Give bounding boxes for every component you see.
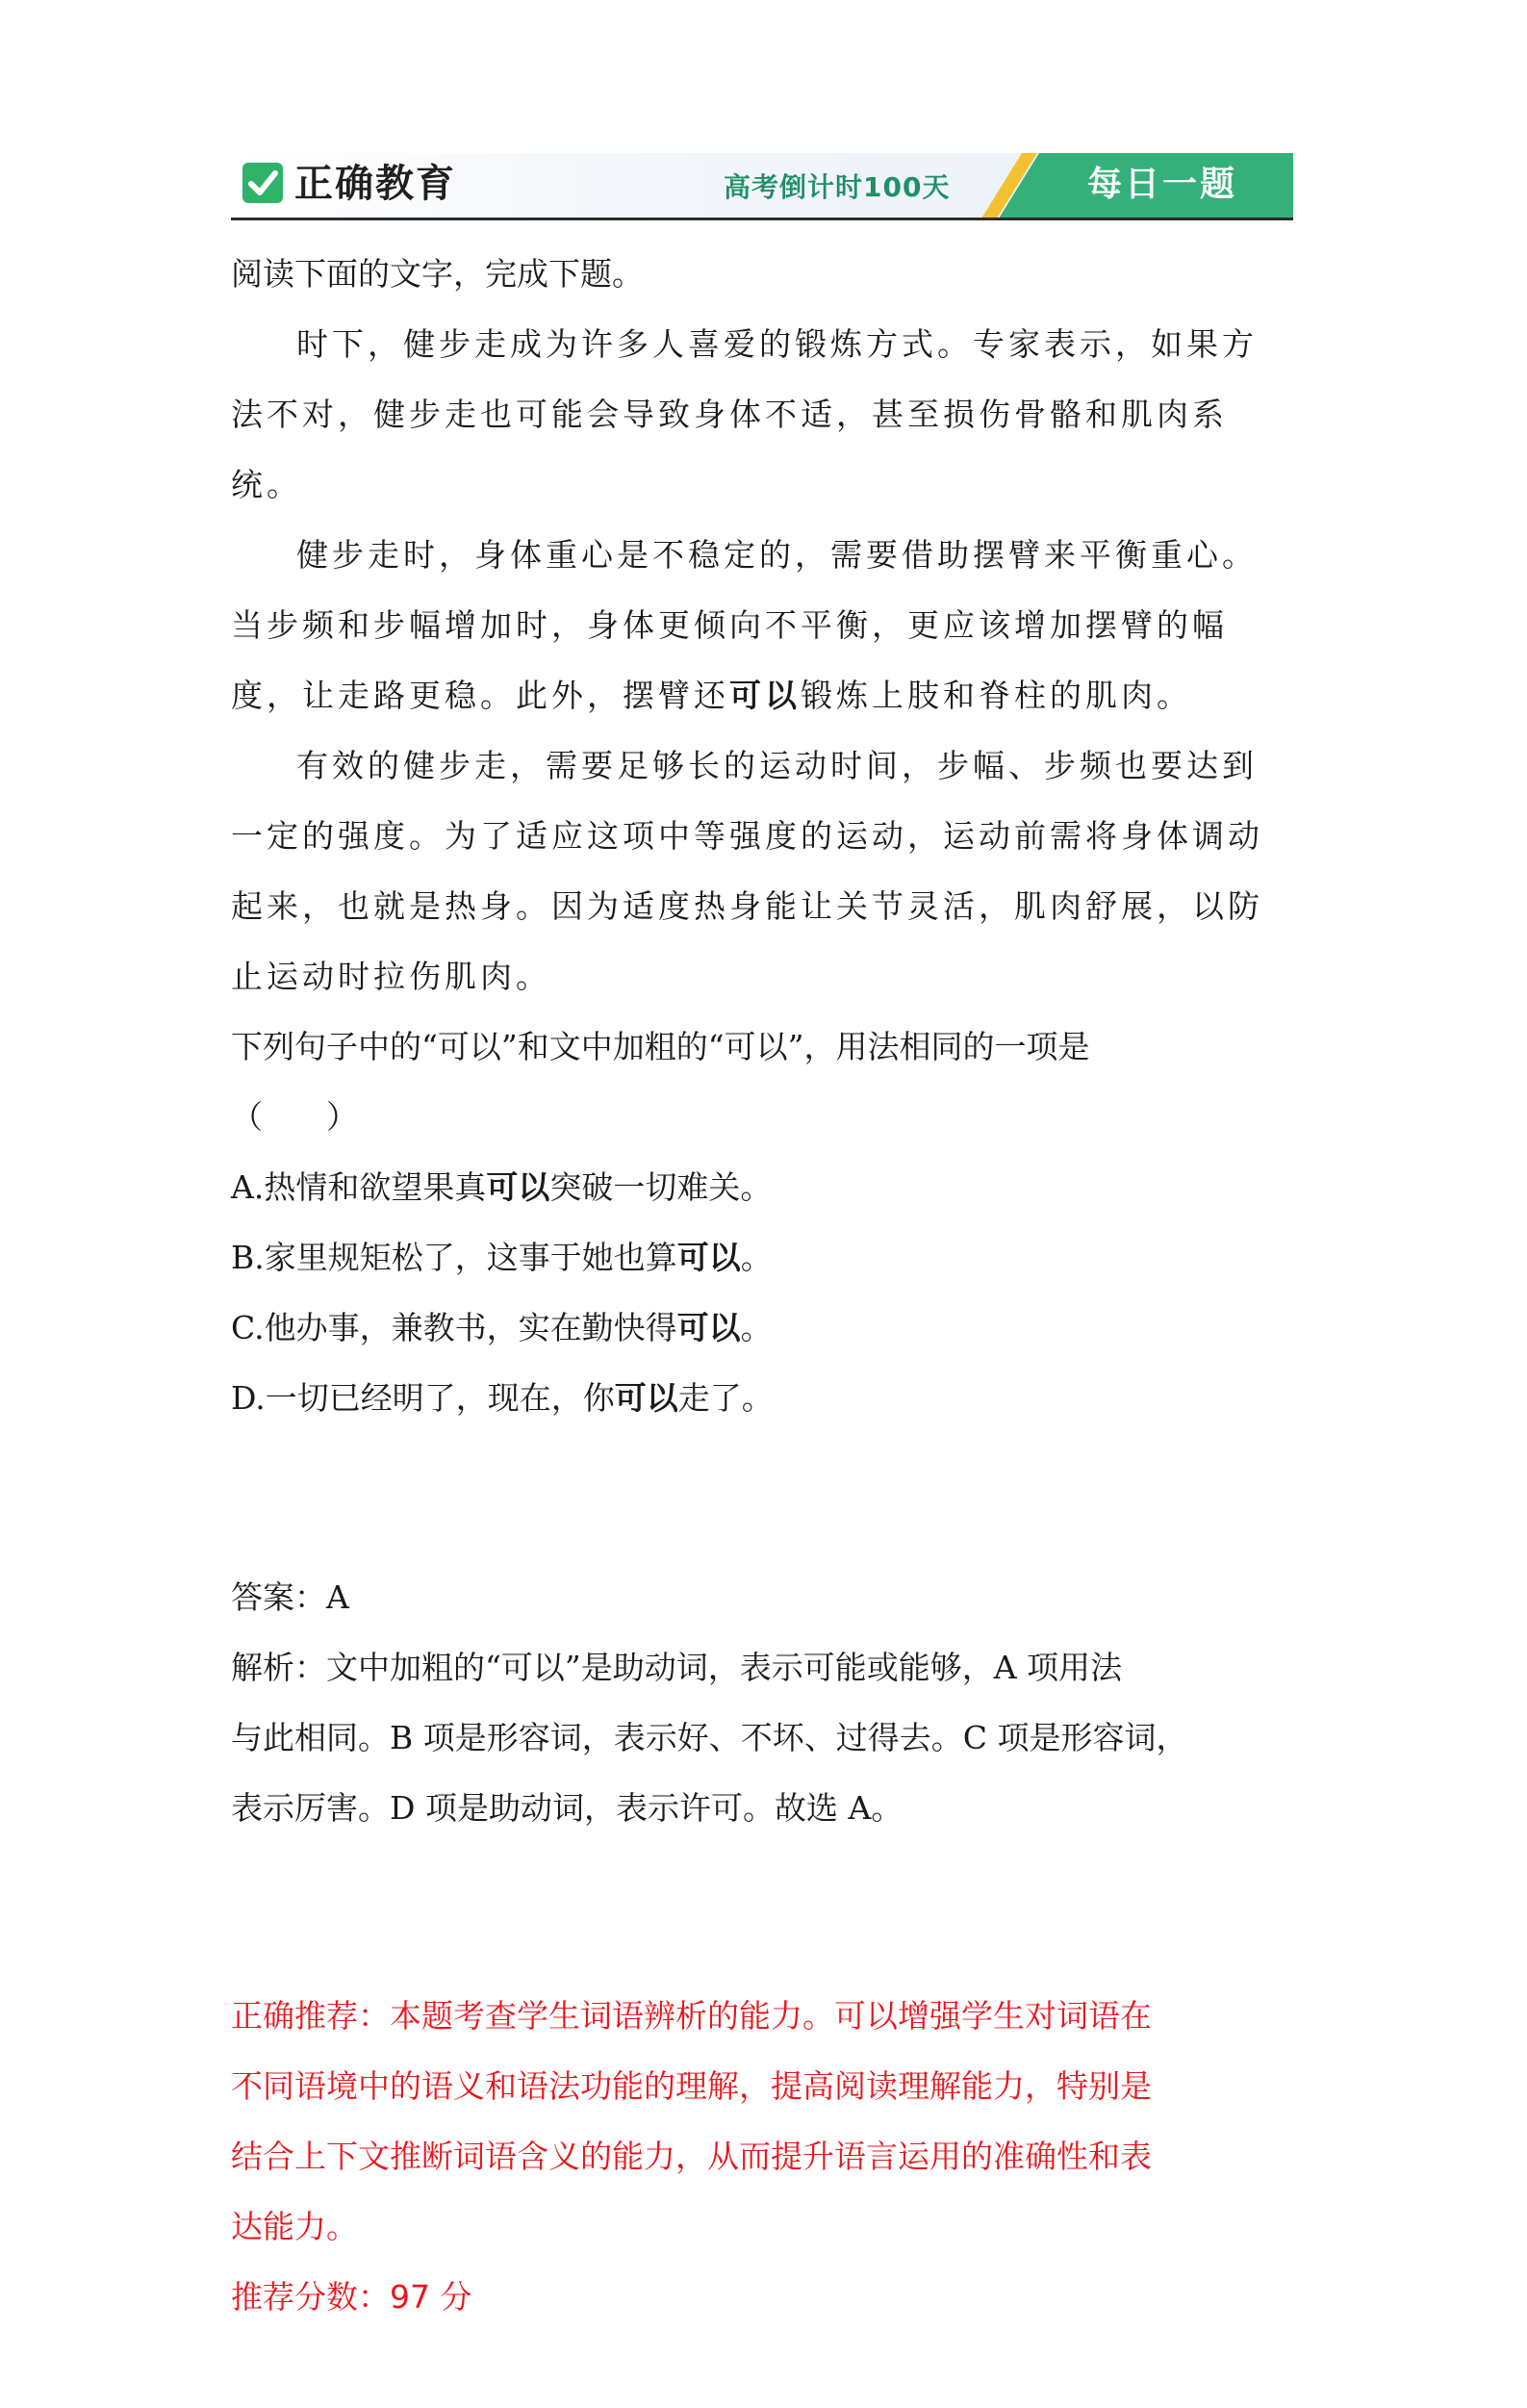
spacer bbox=[231, 1843, 1280, 1981]
option-keyword: 可以 bbox=[486, 1168, 550, 1206]
option-keyword: 可以 bbox=[614, 1379, 678, 1417]
option-text: A.热情和欲望果真 bbox=[231, 1168, 487, 1206]
recommendation-line-2: 不同语境中的语义和语法功能的理解，提高阅读理解能力，特别是 bbox=[231, 2067, 1152, 2105]
option-b[interactable] bbox=[231, 1222, 1280, 1293]
header-divider bbox=[231, 218, 1293, 220]
question-content bbox=[231, 239, 1280, 2332]
brand-logo-text: 正确教育 bbox=[294, 162, 456, 206]
daily-question-label: 每日一题 bbox=[1087, 165, 1238, 204]
question-instruction: 阅读下面的文字，完成下题。 bbox=[231, 255, 644, 293]
option-text: 突破一切难关。 bbox=[549, 1168, 773, 1206]
analysis-line-3: 表示厉害。D 项是助动词，表示许可。故选 A。 bbox=[231, 1789, 903, 1827]
recommendation-line-4: 达能力。 bbox=[231, 2208, 358, 2245]
option-d[interactable] bbox=[231, 1363, 1280, 1433]
recommendation-score: 推荐分数：97 分 bbox=[231, 2278, 472, 2316]
question-prompt: 下列句子中的“可以”和文中加粗的“可以”，用法相同的一项是 bbox=[231, 1028, 1090, 1065]
passage-paragraph-2 bbox=[231, 520, 1280, 730]
passage-paragraph-3: 有效的健步走，需要足够长的运动时间，步幅、步频也要达到一定的强度。为了适应这项中等强度的运动，运动前需将身体调动起来，也就是热身。因为适度热身能让关节灵活，肌肉舒展，以防止运动时拉伤肌肉。 bbox=[231, 747, 1263, 995]
recommendation-line-3: 结合上下文推断词语含义的能力，从而提升语言运用的准确性和表 bbox=[231, 2138, 1152, 2175]
check-logo-icon bbox=[242, 163, 283, 203]
option-a[interactable] bbox=[231, 1152, 1280, 1222]
option-text: 。 bbox=[740, 1239, 773, 1276]
option-keyword: 可以 bbox=[676, 1309, 741, 1346]
option-text: 走了。 bbox=[677, 1379, 774, 1417]
option-text: D.一切已经明了，现在，你 bbox=[231, 1379, 615, 1417]
analysis-line-1: 解析：文中加粗的“可以”是助动词，表示可能或能够，A 项用法 bbox=[231, 1649, 1123, 1686]
option-text: 。 bbox=[740, 1309, 773, 1346]
recommendation-line-1: 正确推荐：本题考查学生词语辨析的能力。可以增强学生对词语在 bbox=[231, 1997, 1152, 2035]
option-text: C.他办事，兼教书，实在勤快得 bbox=[231, 1309, 677, 1346]
bold-keyword: 可以 bbox=[729, 677, 801, 714]
countdown-text: 高考倒计时100天 bbox=[724, 171, 951, 203]
option-c[interactable] bbox=[231, 1293, 1280, 1363]
option-text: B.家里规矩松了，这事于她也算 bbox=[231, 1239, 677, 1276]
passage-text: 锻炼上肢和脊柱的肌肉。 bbox=[801, 677, 1192, 714]
answer-label: 答案：A bbox=[231, 1578, 349, 1616]
passage-text: 健步走时，身体重心是不稳定的，需要借助摆臂来平衡重心。当步频和步幅增加时，身体更倾向不平衡，更应该增加摆臂的幅度，让走路更稳。此外，摆臂还 bbox=[231, 536, 1258, 714]
analysis-line-2: 与此相同。B 项是形容词，表示好、不坏、过得去。C 项是形容词， bbox=[231, 1719, 1188, 1756]
spacer bbox=[231, 1433, 1280, 1562]
passage-paragraph-1: 时下，健步走成为许多人喜爱的锻炼方式。专家表示，如果方法不对，健步走也可能会导致身体不适，甚至损伤骨骼和肌肉系统。 bbox=[231, 325, 1258, 503]
daily-question-tab bbox=[972, 153, 1293, 218]
question-blank: （ ） bbox=[231, 1098, 358, 1136]
option-keyword: 可以 bbox=[676, 1239, 741, 1276]
header-banner bbox=[231, 153, 1293, 218]
